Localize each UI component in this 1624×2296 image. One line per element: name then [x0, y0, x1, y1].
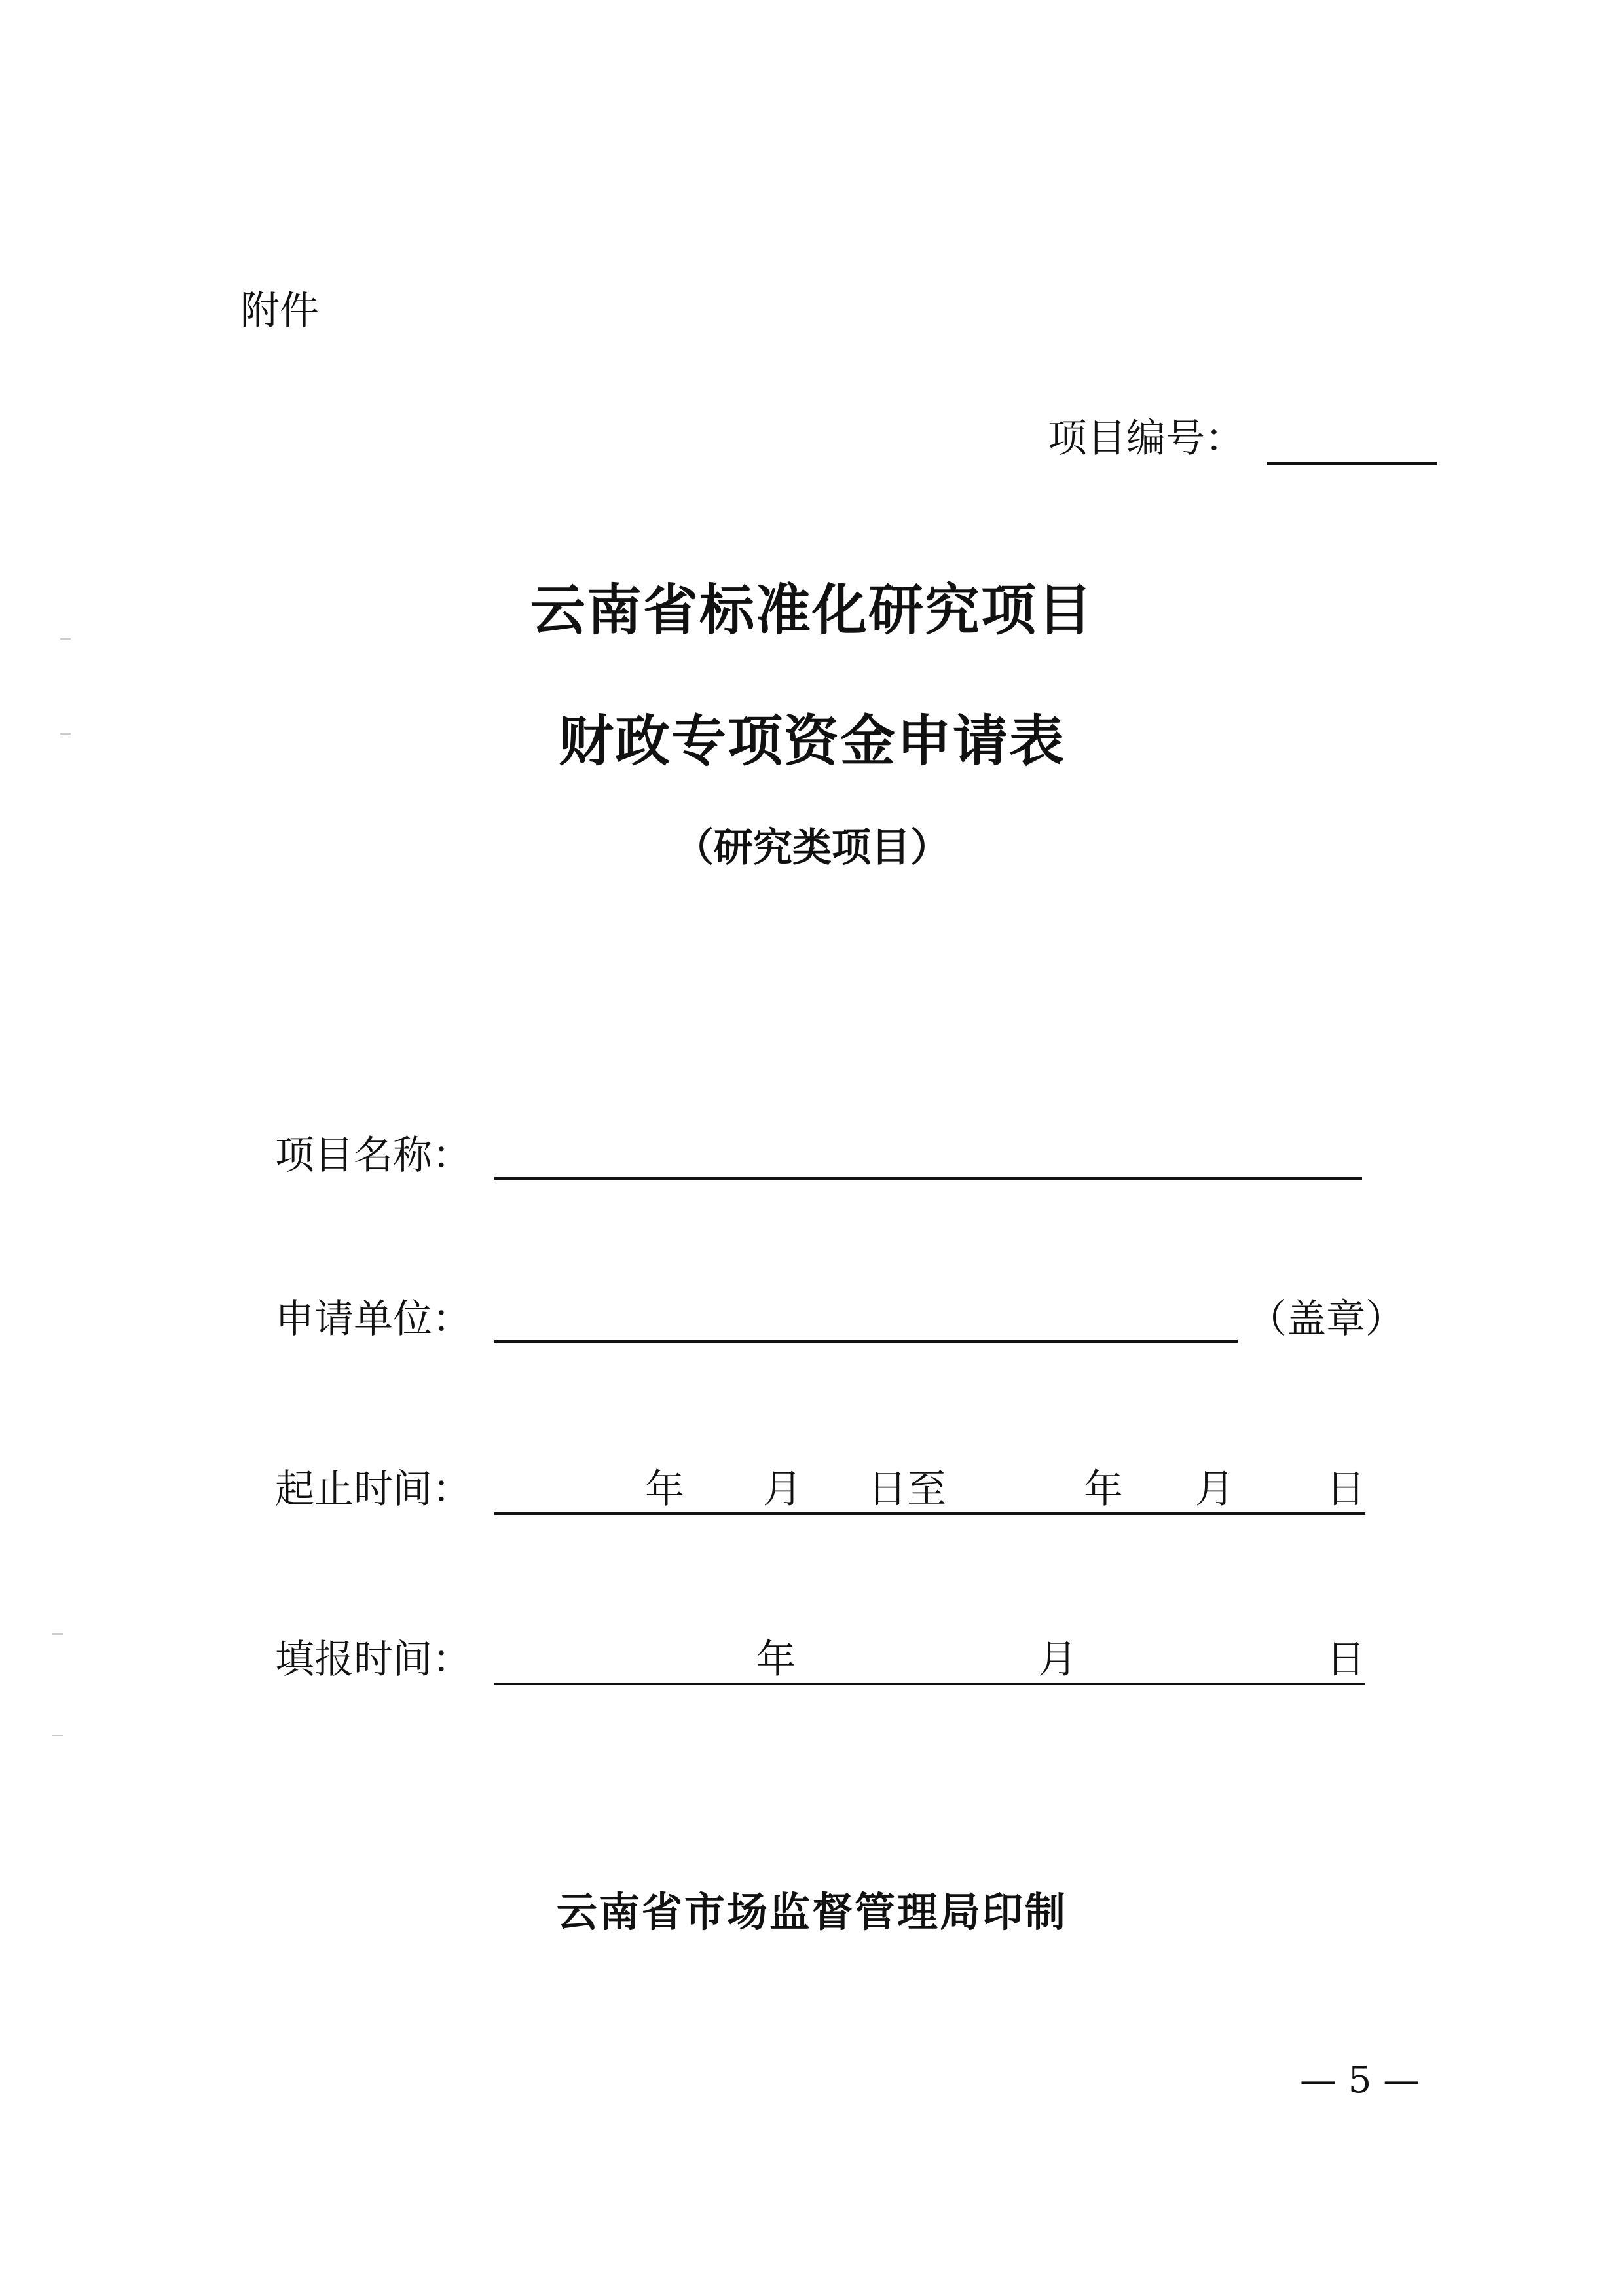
issuer-footer: 云南省市场监督管理局印制: [556, 1888, 1067, 1936]
fill-date-field[interactable]: [494, 1683, 1365, 1685]
seal-note: （盖章）: [1247, 1296, 1405, 1342]
period-field[interactable]: [494, 1512, 1365, 1515]
period-end-month: 月: [1195, 1467, 1234, 1512]
project-name-field[interactable]: [494, 1177, 1362, 1180]
scan-speck: [52, 1735, 63, 1736]
period-label: 起止时间：: [275, 1467, 471, 1512]
scan-speck: [60, 638, 71, 640]
project-name-label: 项目名称：: [275, 1133, 471, 1178]
applicant-field[interactable]: [494, 1340, 1238, 1343]
page-number: — 5 —: [1300, 2059, 1420, 2102]
scan-speck: [60, 733, 71, 735]
document-subtitle: （研究类项目）: [674, 825, 950, 871]
period-end-day: 日: [1326, 1467, 1365, 1512]
period-start-day-to: 日至: [868, 1467, 946, 1512]
document-title-line-2: 财政专项资金申请表: [558, 708, 1065, 773]
period-start-month: 月: [763, 1467, 802, 1512]
project-number-label: 项目编号：: [1048, 416, 1244, 462]
attachment-label: 附件: [240, 288, 319, 334]
fill-date-year: 年: [756, 1637, 796, 1683]
fill-date-month: 月: [1038, 1637, 1077, 1683]
applicant-label: 申请单位：: [275, 1296, 471, 1342]
document-title-line-1: 云南省标准化研究项目: [530, 577, 1094, 642]
period-end-year: 年: [1084, 1467, 1123, 1512]
fill-date-day: 日: [1326, 1637, 1365, 1683]
fill-date-label: 填报时间：: [275, 1637, 471, 1683]
scan-speck: [52, 1633, 63, 1635]
period-start-year: 年: [645, 1467, 684, 1512]
project-number-field[interactable]: [1267, 462, 1437, 465]
